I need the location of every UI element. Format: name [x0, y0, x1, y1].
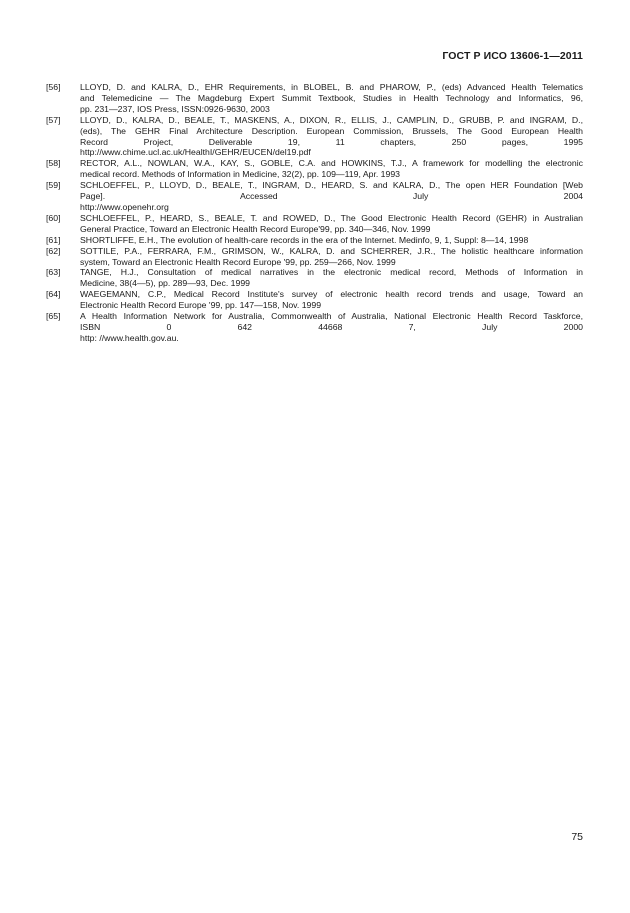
reference-line: medical record. Methods of Information in Medicine, 32(2), pp. 109—119, Apr. 1993	[80, 169, 401, 180]
reference-text	[80, 82, 583, 115]
reference-line: pp. 231—237, IOS Press, ISSN:0926-9630, 2003	[80, 103, 270, 114]
reference-number: [65]	[46, 311, 61, 322]
reference-text	[80, 235, 583, 246]
reference-item	[46, 267, 583, 289]
reference-text	[80, 289, 583, 311]
reference-number: [59]	[46, 180, 61, 191]
reference-text	[80, 180, 583, 213]
reference-line: SHORTLIFFE, E.H., The evolution of health-care records in the era of the Internet. Medinfo, 9, 1, Suppl: 8—14, 1998	[80, 234, 529, 245]
reference-text	[80, 115, 583, 159]
reference-item	[46, 235, 583, 246]
reference-line: Medicine, 38(4—5), pp. 289—93, Dec. 1999	[80, 278, 250, 289]
reference-line: Record Project, Deliverable 19, 11 chapters, 250 pages, 1995	[80, 136, 583, 147]
reference-number: [60]	[46, 212, 61, 223]
page-number: 75	[571, 831, 583, 843]
reference-text	[80, 246, 583, 268]
reference-item	[46, 158, 583, 180]
reference-line: and Telemedicine — The Magdeburg Expert Summit Textbook, Studies in Health Technology and Informatics, 96,	[80, 92, 583, 103]
reference-line: ISBN 0 642 44668 7, July 2000	[80, 321, 583, 332]
reference-line: RECTOR, A.L., NOWLAN, W.A., KAY, S., GOBLE, C.A. and HOWKINS, T.J., A framework for modelling the electronic	[80, 158, 583, 169]
reference-item	[46, 311, 583, 344]
reference-item	[46, 115, 583, 159]
reference-line: LLOYD, D., KALRA, D., BEALE, T., MASKENS, A., DIXON, R., ELLIS, J., CAMPLIN, D., GRUBB, P. and INGRAM, D.,	[80, 114, 583, 125]
reference-number: [56]	[46, 82, 61, 92]
reference-number: [63]	[46, 267, 61, 278]
reference-text	[80, 267, 583, 289]
reference-line: (eds), The GEHR Final Architecture Description. European Commission, Brussels, The Good European Health	[80, 125, 583, 136]
reference-line: SCHLOEFFEL, P., LLOYD, D., BEALE, T., INGRAM, D., HEARD, S. and KALRA, D., The open HER Foundation [Web	[80, 180, 583, 191]
reference-line: Page]. Accessed July 2004	[80, 191, 583, 202]
reference-item	[46, 246, 583, 268]
reference-line: http://www.chime.ucl.ac.uk/HealthI/GEHR/EUCEN/del19.pdf	[80, 147, 311, 158]
reference-number: [57]	[46, 114, 61, 125]
reference-number: [62]	[46, 245, 61, 256]
reference-line: http://www.openehr.org	[80, 201, 169, 212]
reference-list	[46, 82, 583, 344]
reference-text	[80, 158, 583, 180]
reference-number: [64]	[46, 289, 61, 300]
reference-number: [61]	[46, 234, 61, 245]
reference-line: General Practice, Toward an Electronic Health Record Europe'99, pp. 340—346, Nov. 1999	[80, 223, 431, 234]
reference-line: SCHLOEFFEL, P., HEARD, S., BEALE, T. and ROWED, D., The Good Electronic Health Record (GEHR) in Australian	[80, 212, 583, 223]
reference-line: SOTTILE, P.A., FERRARA, F.M., GRIMSON, W., KALRA, D. and SCHERRER, J.R., The holistic healthcare information	[80, 245, 583, 256]
reference-line: Electronic Health Record Europe '99, pp. 147—158, Nov. 1999	[80, 300, 322, 311]
reference-item	[46, 180, 583, 213]
reference-line: http: //www.health.gov.au.	[80, 332, 179, 343]
reference-number: [58]	[46, 158, 61, 169]
reference-line: system, Toward an Electronic Health Record Europe '99, pp. 259—266, Nov. 1999	[80, 256, 396, 267]
reference-item	[46, 82, 583, 115]
reference-line: A Health Information Network for Australia, Commonwealth of Australia, National Electronic Health Record Taskforce,	[80, 311, 583, 322]
reference-item	[46, 213, 583, 235]
reference-text	[80, 213, 583, 235]
reference-line: LLOYD, D. and KALRA, D., EHR Requirements, in BLOBEL, B. and PHAROW, P., (eds) Advanced Health Telematics	[80, 82, 583, 92]
reference-item	[46, 289, 583, 311]
reference-line: TANGE, H.J., Consultation of medical narratives in the electronic medical record, Methods of Information in	[80, 267, 583, 278]
reference-line: WAEGEMANN, C.P., Medical Record Institute's survey of electronic health record trends and usage, Toward an	[80, 289, 583, 300]
reference-text	[80, 311, 583, 344]
document-header-standard-id: ГОСТ Р ИСО 13606-1—2011	[442, 50, 583, 62]
